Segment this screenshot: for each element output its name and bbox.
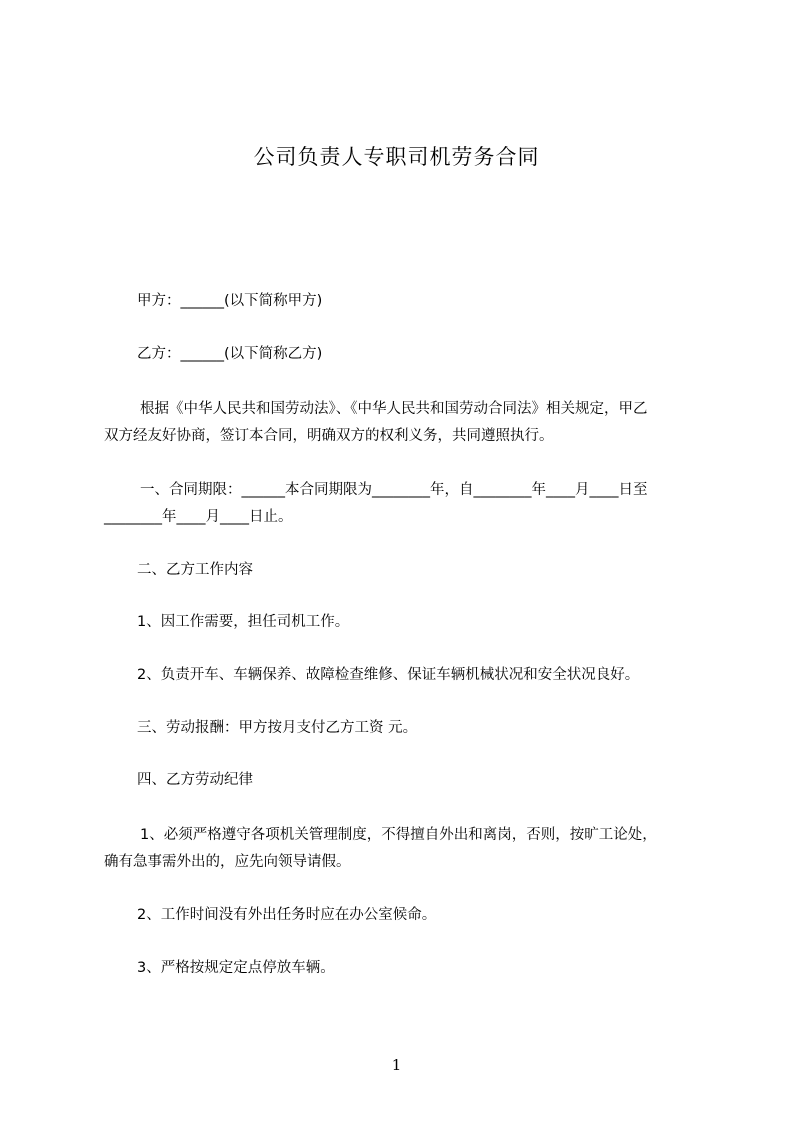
page-number: 1 xyxy=(391,1056,402,1074)
party-a-line: 甲方：______(以下简称甲方) xyxy=(137,293,323,309)
discipline-item-1-line-1: 1、必须严格遵守各项机关管理制度，不得擅自外出和离岗，否则，按旷工论处， xyxy=(140,827,657,843)
party-b-line: 乙方：______(以下简称乙方) xyxy=(137,346,323,362)
preamble-line-2: 双方经友好协商，签订本合同，明确双方的权利义务，共同遵照执行。 xyxy=(104,428,554,444)
pay-clause: 三、劳动报酬：甲方按月支付乙方工资 元。 xyxy=(137,720,418,736)
discipline-item-1-line-2: 确有急事需外出的，应先向领导请假。 xyxy=(104,854,351,870)
work-heading: 二、乙方工作内容 xyxy=(137,562,253,578)
discipline-item-3: 3、严格按规定定点停放车辆。 xyxy=(137,960,335,976)
work-item-2: 2、负责开车、车辆保养、故障检查维修、保证车辆机械状况和安全状况良好。 xyxy=(137,667,640,683)
discipline-item-2: 2、工作时间没有外出任务时应在办公室候命。 xyxy=(137,907,437,923)
discipline-heading: 四、乙方劳动纪律 xyxy=(137,772,253,788)
term-line-1: 一、合同期限：______本合同期限为________年，自________年____月____日至 xyxy=(140,482,648,498)
term-line-2: ________年____月____日止。 xyxy=(104,509,293,525)
preamble-line-1: 根据《中华人民共和国劳动法》、《中华人民共和国劳动合同法》相关规定，甲乙 xyxy=(140,401,648,417)
document-title: 公司负责人专职司机劳务合同 xyxy=(253,145,540,169)
work-item-1: 1、因工作需要，担任司机工作。 xyxy=(137,614,350,630)
